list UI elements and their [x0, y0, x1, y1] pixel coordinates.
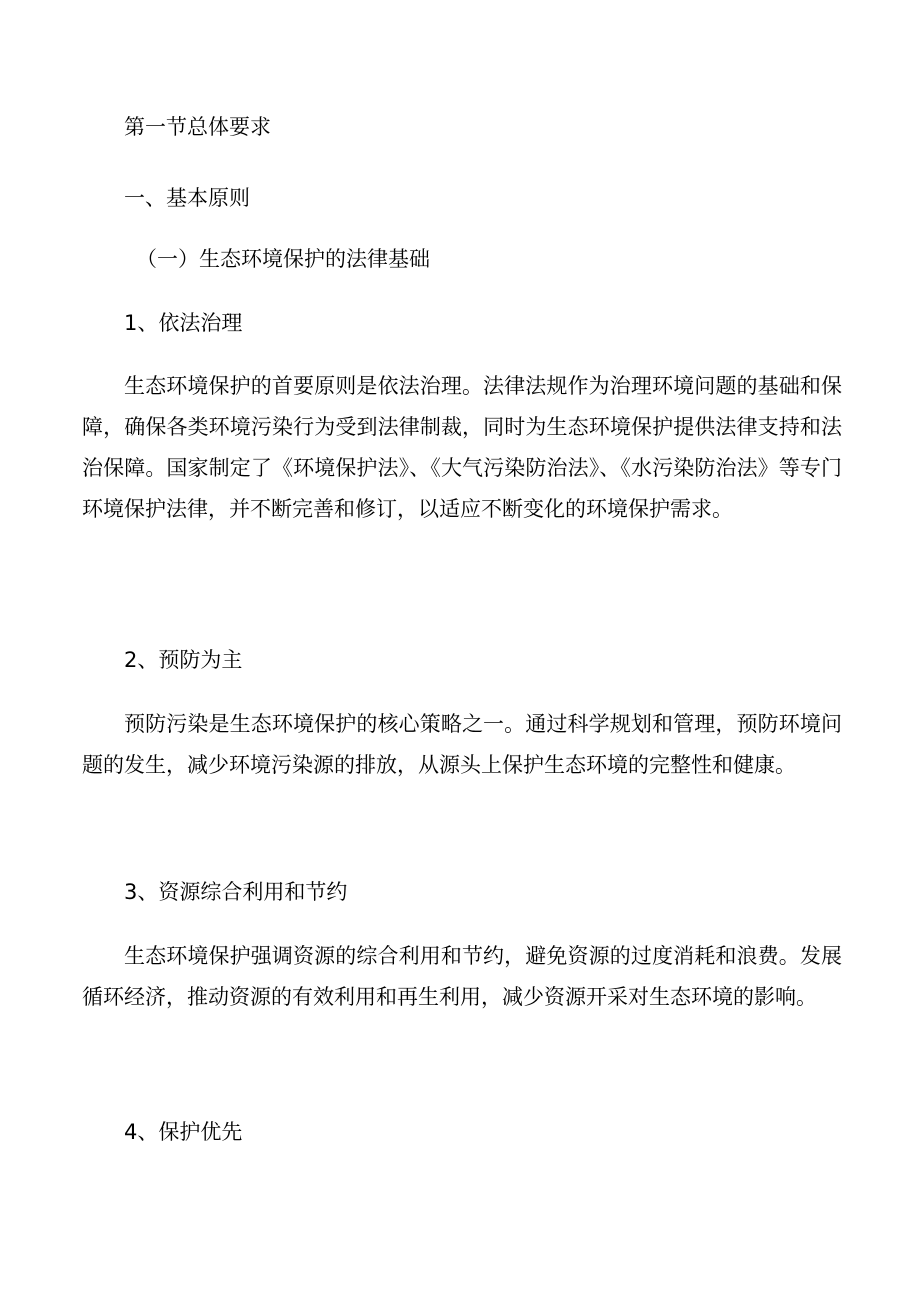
item-2-body: 预防污染是生态环境保护的核心策略之一。通过科学规划和管理，预防环境问题的发生，减少环境污染源的排放，从源头上保护生态环境的完整性和健康。: [82, 712, 842, 777]
item-1-heading: 1、依法治理: [124, 311, 243, 335]
heading-basic-principles: 一、基本原则: [124, 186, 250, 210]
item-1-body: 生态环境保护的首要原则是依法治理。法律法规作为治理环境问题的基础和保障，确保各类环境污染行为受到法律制裁，同时为生态环境保护提供法律支持和法治保障。国家制定了《环境保护法》、《大气污染防治法》、《水污染防治法》等专门环境保护法律，并不断完善和修订，以适应不断变化的环境保护需求。: [82, 374, 842, 521]
item-3-body: 生态环境保护强调资源的综合利用和节约，避免资源的过度消耗和浪费。发展循环经济，推动资源的有效利用和再生利用，减少资源开采对生态环境的影响。: [82, 944, 842, 1009]
heading-legal-foundation: （一）生态环境保护的法律基础: [136, 247, 430, 271]
item-3-heading: 3、资源综合利用和节约: [124, 880, 348, 904]
item-2-heading: 2、预防为主: [124, 648, 243, 672]
item-4-heading: 4、保护优先: [124, 1120, 243, 1144]
section-title: 第一节总体要求: [124, 115, 271, 139]
